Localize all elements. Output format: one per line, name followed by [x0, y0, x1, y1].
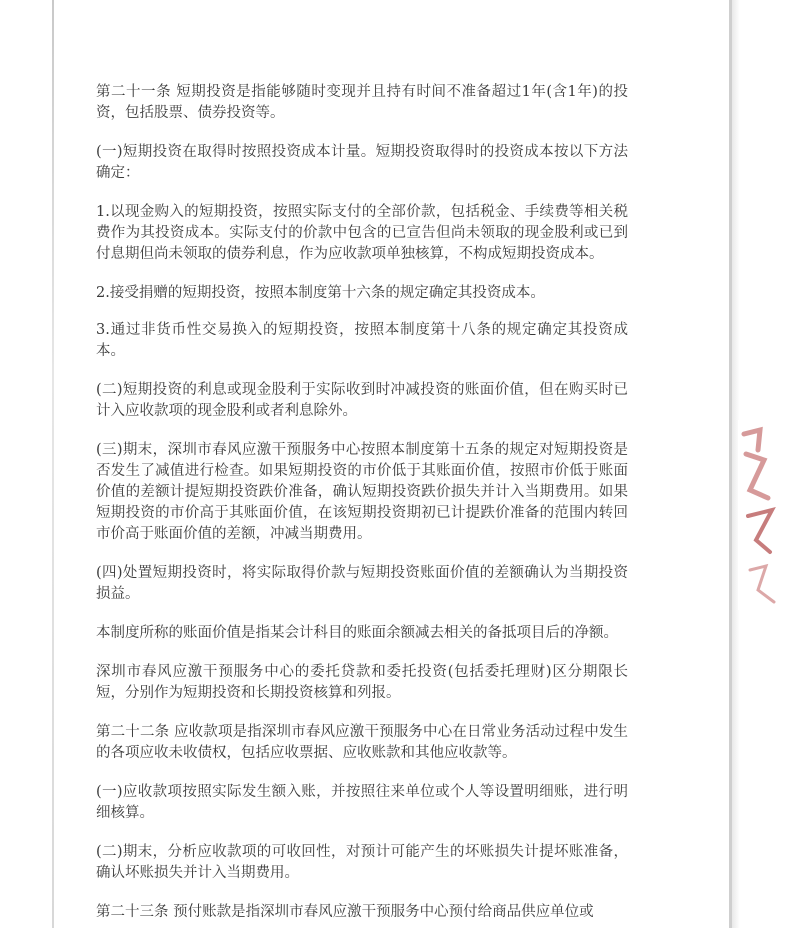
clause-paragraph: (四)处置短期投资时，将实际取得价款与短期投资账面价值的差额确认为当期投资损益。: [96, 565, 628, 602]
clause-paragraph: 深圳市春风应激干预服务中心的委托贷款和委托投资(包括委托理财)区分期限长短，分别作为短期投资和长期投资核算和列报。: [96, 664, 628, 701]
clause-paragraph: 1.以现金购入的短期投资，按照实际支付的全部价款，包括税金、手续费等相关税费作为其投资成本。实际支付的价款中包含的已宣告但尚未领取的现金股利或已到付息期但尚未领取的债券利息，作为应收款项单独核算，不构成短期投资成本。: [96, 204, 628, 262]
article-23-heading: 第二十三条 预付账款是指深圳市春风应激干预服务中心预付给商品供应单位或: [96, 904, 594, 920]
article-21-heading: 第二十一条 短期投资是指能够随时变现并且持有时间不准备超过1年(含1年)的投资，包括股票、债券投资等。: [96, 84, 628, 121]
clause-paragraph: (三)期末，深圳市春风应激干预服务中心按照本制度第十五条的规定对短期投资是否发生了减值进行检查。如果短期投资的市价低于其账面价值，按照市价低于账面价值的差额计提短期投资跌价准备，确认短期投资跌价损失并计入当期费用。如果短期投资的市价高于其账面价值，在该短期投资期初已计提跌价准备的范围内转回市价高于账面价值的差额，冲减当期费用。: [96, 442, 628, 542]
clause-paragraph: (一)应收款项按照实际发生额入账，并按照往来单位或个人等设置明细账，进行明细核算。: [96, 784, 628, 821]
document-body: [96, 82, 628, 941]
article-22-heading: 第二十二条 应收款项是指深圳市春风应激干预服务中心在日常业务活动过程中发生的各项应收未收债权，包括应收票据、应收账款和其他应收款等。: [96, 724, 628, 761]
clause-paragraph: 2.接受捐赠的短期投资，按照本制度第十六条的规定确定其投资成本。: [96, 285, 545, 301]
clause-paragraph: (二)期末，分析应收款项的可收回性，对预计可能产生的坏账损失计提坏账准备，确认坏账损失并计入当期费用。: [96, 844, 628, 881]
definition-paragraph: 本制度所称的账面价值是指某会计科目的账面余额减去相关的备抵项目后的净额。: [96, 625, 618, 641]
clause-paragraph: 3.通过非货币性交易换入的短期投资，按照本制度第十八条的规定确定其投资成本。: [96, 322, 628, 359]
clause-paragraph: (二)短期投资的利息或现金股利于实际收到时冲减投资的账面价值，但在购买时已计入应收款项的现金股利或者利息除外。: [96, 382, 628, 419]
left-page-edge: [52, 0, 54, 928]
clause-paragraph: (一)短期投资在取得时按照投资成本计量。短期投资取得时的投资成本按以下方法确定：: [96, 144, 628, 181]
adjacent-page-red-mark: [738, 420, 792, 610]
